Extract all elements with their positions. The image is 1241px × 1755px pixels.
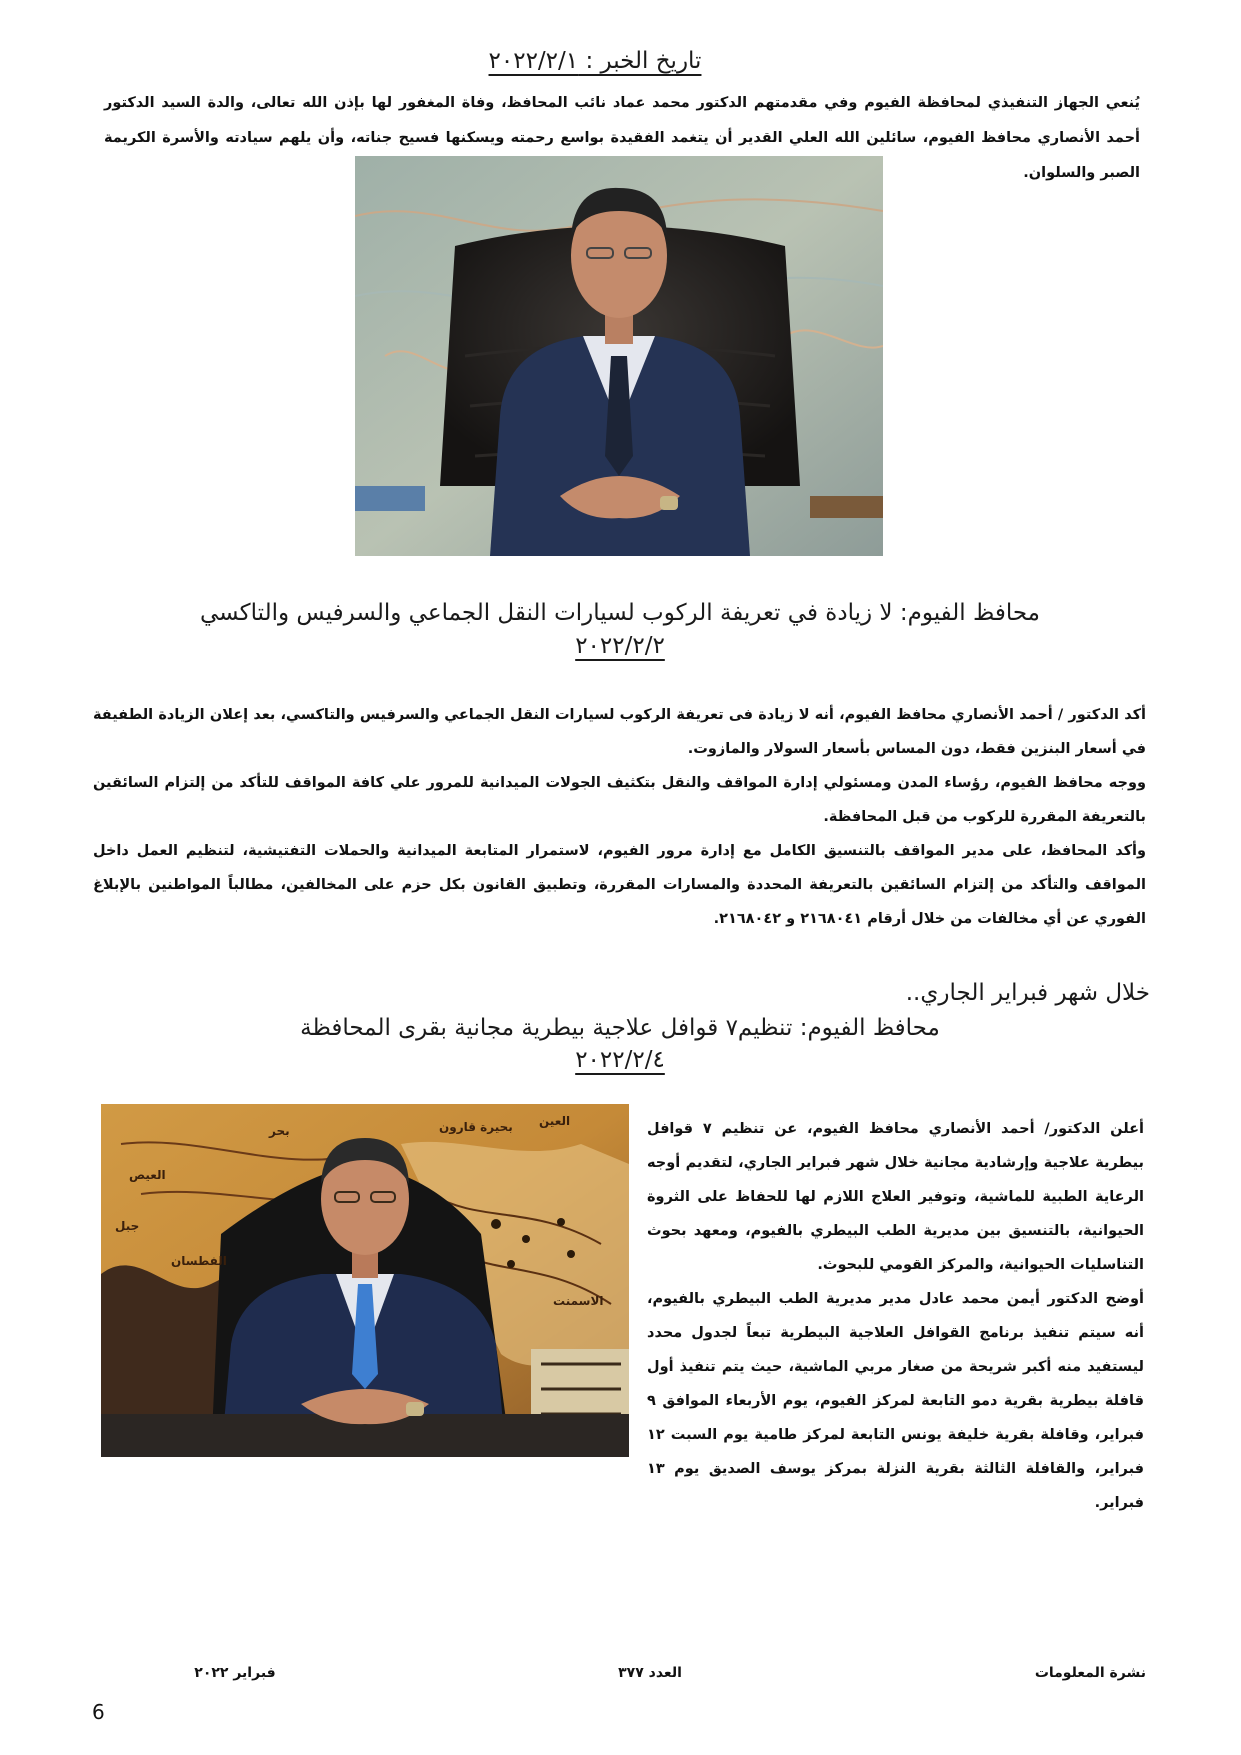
map-label: الاسمنت xyxy=(553,1294,604,1308)
governor-map-photo xyxy=(101,1104,629,1457)
footer-month: فبراير ٢٠٢٢ xyxy=(194,1665,276,1681)
map-label: العيص xyxy=(129,1168,166,1182)
news3-title: محافظ الفيوم: تنظيم٧ قوافل علاجية بيطرية مجانية بقرى المحافظة xyxy=(300,1015,940,1041)
news2-paragraph: وأكد المحافظ، على مدير المواقف بالتنسيق الكامل مع إدارة مرور الفيوم، لاستمرار المتابعة الميدانية والحملات التفتيشية، لتنظيم العمل داخل المواقف والتأكد من إلتزام السائقين بالتعريفة المحددة والمسارات المقررة، وتطبيق القانون بكل حزم على المخالفين، مطالباً المواطنين بالإبلاغ الفوري عن أي مخالفات من خلال أرقام ٢١٦٨٠٤١ و ٢١٦٨٠٤٢. xyxy=(93,843,1146,927)
footer-issue: العدد ٣٧٧ xyxy=(618,1665,682,1681)
news3-kicker: خلال شهر فبراير الجاري.. xyxy=(905,980,1150,1006)
news2-body xyxy=(93,698,1146,936)
page-number: 6 xyxy=(92,1700,105,1724)
map-label: الفطسان xyxy=(171,1254,227,1268)
map-label: بحيرة قارون xyxy=(439,1120,513,1134)
news3-paragraph: أعلن الدكتور/ أحمد الأنصاري محافظ الفيوم، عن تنظيم ٧ قوافل بيطرية علاجية وإرشادية مجانية خلال شهر فبراير الجاري، لتقديم أوجه الرعاية الطبية للماشية، وتوفير العلاج اللازم لها للحفاظ على الثروة الحيوانية، بالتنسيق بين مديرية الطب البيطري بالفيوم، ومعهد بحوث التناسليات الحيوانية، والمركز القومي للبحوث. xyxy=(647,1121,1144,1273)
news2-date: ٢٠٢٢/٢/٢ xyxy=(575,633,665,659)
news1-body: يُنعي الجهاز التنفيذي لمحافظة الفيوم وفي مقدمتهم الدكتور محمد عماد نائب المحافظ، وفاة المغفور لها بإذن الله تعالى، والدة السيد الدكتور أحمد الأنصاري محافظ الفيوم، سائلين الله العلي القدير أن يتغمد الفقيدة بواسع رحمته ويسكنها فسيح جناته، وأن يلهم سيادته والأسرة الكريمة الصبر والسلوان. xyxy=(104,95,1140,181)
map-label: العين xyxy=(539,1114,571,1128)
governor-office-photo xyxy=(355,156,883,556)
news3-body xyxy=(647,1112,1144,1520)
news2-title: محافظ الفيوم: لا زيادة في تعريفة الركوب لسيارات النقل الجماعي والسرفيس والتاكسي xyxy=(199,600,1040,626)
map-label: بحر xyxy=(269,1124,290,1138)
map-label: جبل xyxy=(115,1219,140,1233)
news2-paragraph: ووجه محافظ الفيوم، رؤساء المدن ومسئولي إدارة المواقف والنقل بتكثيف الجولات الميدانية للمرور علي كافة المواقف للتأكد من إلتزام السائقين بالتعريفة المقررة للركوب من قبل المحافظة. xyxy=(93,775,1146,825)
news2-paragraph: أكد الدكتور / أحمد الأنصاري محافظ الفيوم، أنه لا زيادة فى تعريفة الركوب لسيارات النقل الجماعي والسرفيس والتاكسي، بعد إعلان الزيادة الطفيفة في أسعار البنزين فقط، دون المساس بأسعار السولار والمازوت. xyxy=(93,707,1146,757)
news1-date-line: تاريخ الخبر : ٢٠٢٢/٢/١ xyxy=(488,48,702,74)
news3-paragraph: أوضح الدكتور أيمن محمد عادل مدير مديرية الطب البيطري بالفيوم، أنه سيتم تنفيذ برنامج القوافل العلاجية البيطرية تبعاً لجدول محدد ليستفيد منه أكبر شريحة من صغار مربي الماشية، حيث يتم تنفيذ أول قافلة بيطرية بقرية دمو التابعة لمركز الفيوم، يوم الأربعاء الموافق ٩ فبراير، وقافلة بقرية خليفة يونس التابعة لمركز طامية يوم السبت ١٢ فبراير، والقافلة الثالثة بقرية النزلة بمركز يوسف الصديق يوم ١٣ فبراير. xyxy=(647,1291,1144,1511)
news3-date: ٢٠٢٢/٢/٤ xyxy=(575,1047,665,1073)
footer-publication: نشرة المعلومات xyxy=(1034,1665,1146,1681)
